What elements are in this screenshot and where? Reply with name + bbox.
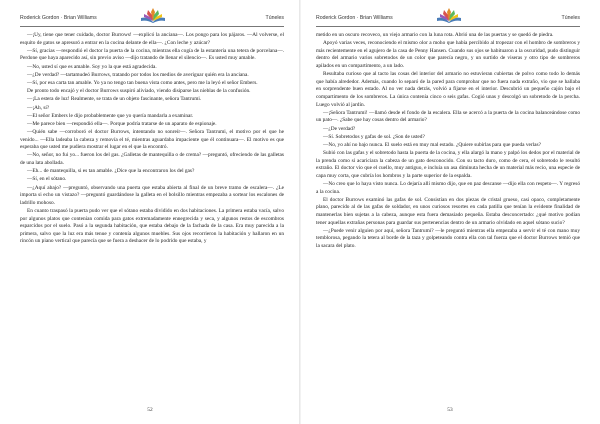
- paragraph: En cuanto traspasó la puerta pudo ver que el sótano estaba dividido en dos habitaciones. La primera estaba vacía, salvo por algunos platos que contenían comida para gatos extremadamente ennegrecida y seca, y algunos restos de escombros esparcidos por el suelo. Pasó a la segunda habitación, que estaba debajo de la fachada de la casa. Era muy parecida a la primera, salvo que la luz era más tenue y contenía algunos muebles. Sus ojos recorrieron la habitación y hallaron en un rincón un piano vertical que parecía que se fuera a deshacer de lo podrido que estaba, y: [20, 207, 284, 245]
- paragraph: —No, yo ahí no bajo nunca. El suelo está en muy mal estado. ¿Quiere subírlas para que pueda verlas?: [323, 141, 541, 148]
- paragraph: —Eh... de mantequilla, si es tan amable. ¿Dice que la encontraron los del gas?: [27, 168, 195, 175]
- right-running-header: [316, 12, 580, 27]
- right-page: [300, 0, 600, 424]
- paragraph: —¿Puede venir alguien por aquí, señora Tantrumi? —le preguntó mientras ella empezaba a servir el té con mano muy temblorosa, pegando la tetera al borde de la taza y golpeteando contra ella con tal fuerza que el doctor Burrows temió que la sacara del plato.: [316, 227, 580, 249]
- header-authors: Roderick Gordon · Brian Williams: [316, 15, 393, 21]
- paragraph: —¡Señora Tantrumi! —llamó desde el fondo de la escalera. Ella se acercó a la puerta de la cocina balanceándose como un pato—. ¿Sabe que hay cosas dentro del armario?: [316, 109, 580, 124]
- paragraph: —Quién sabe —corroboró el doctor Burrows, intentando no sonreír—. Señora Tantrumi, el motivo por el que he venido... —Ella ladeaba la cabeza y removía el té, mientras aguardaba impaciente que él continuara—. El motivo es que esperaba que usted me pudiera mostrar el lugar en el que la encontró.: [20, 129, 284, 151]
- paragraph: —¡Ah, sí?: [27, 104, 50, 111]
- right-page-body: [316, 32, 580, 404]
- left-running-header: [20, 12, 284, 27]
- left-page-number: 52: [147, 407, 153, 413]
- paragraph: Subió con las gafas y el sobretodo hasta la puerta de la cocina, y ella alargó la mano y palpó los dedos por el material de la prenda como si acariciara la cabeza de un gato desconocido. Con su tacto duro, como de cera, el sobretodo le resultó extraño. El doctor vio que el cuello, muy antiguo, e incluía un asa diminuta hecha de un material más recio, una especie de capa muy corta, que cubría los hombros y la parte superior de la espalda.: [316, 150, 580, 179]
- paragraph: —Sí, gracias —respondió el doctor la puerta de la cocina, mientras ella cogía de la estantería una tetera de porcelana—. Perdone que haya aparecido así, sin previo aviso —dijo tratando de llenar el silencio—. Es usted muy amable.: [20, 47, 284, 62]
- paragraph: Apoyó varias veces, reconociendo el mismo olor a moho que había percibido al tropezar con el hombro de sombreros y más recientemente en el agujero de la casa de Penny Hansen. Cuando sus ojos se habituaron a la oscuridad, pudo distinguir dentro del armario varios sobretodos de un color que parecía negro, y un surtido de viseras y otro tipo de sombreros apilados en un compartimento, a un lado.: [316, 40, 580, 69]
- right-page-number: 53: [447, 407, 453, 413]
- paragraph: metido en un oscuro recoveco, un viejo armario con la luna rota. Abrió una de las puertas y se quedó de piedra.: [316, 32, 554, 38]
- header-title: Túneles: [265, 15, 284, 21]
- header-authors: Roderick Gordon · Brian Williams: [20, 15, 97, 21]
- book-logo-icon: [434, 6, 464, 24]
- book-logo-icon: [138, 6, 168, 24]
- paragraph: —Sí, por esa carta tan amable. Yo ya no tengo tan buena vista como antes, pero me la leyó el señor Embers.: [27, 79, 258, 86]
- left-page-body: [20, 32, 284, 404]
- paragraph: Resultaba curioso que al tacto las cosas del interior del armario no estuvieran cubiertas de polvo como todo lo demás que había alrededor. Además, cuando lo separó de la pared para comprobar que no fuera nada extraño, vio que se hallaba en sorprendente buen estado. Al no ver nada detrás, volvió a fijarse en el interior. Descubrió un pequeño cajón bajo el compartimento de los sombreros. La única contenía cinco o seis gafas. Cogió unas y descolgó un sobretodo de la percha. Luego volvió al jardín.: [316, 71, 580, 108]
- paragraph: —Me parece bien —respondió ella—. Porque podría tratarse de un aparato de espionaje.: [27, 120, 217, 127]
- paragraph: —Sí. Sobretodos y gafas de sol. ¿Son de usted?: [323, 133, 425, 140]
- paragraph: —¡La estera de luz! Realmente, se trata de un objeto fascinante, señora Tantrumi.: [27, 96, 202, 103]
- paragraph: —Sí, en el sótano.: [27, 176, 67, 183]
- paragraph: —¿Aquí abajo? —preguntó, observando una puerta que estaba abierta al final de un breve tramo de escalera—. ¿Le importa si echo un vistazo? —preguntó guardándose la galleta en el bolsillo mientras empezaba a sortear los escalones de ladrillo mohoso.: [20, 184, 284, 206]
- paragraph: —El señor Embers le dijo probablemente que yo quería mandarla a examinar.: [27, 112, 194, 119]
- paragraph: —No, señor, no fui yo... fueron los del gas. ¿Galletas de mantequilla o de crema? —preguntó, ofreciendo de las galletas de una lata abollada.: [20, 152, 284, 167]
- paragraph: —¿De verdad? —tartamudeó Burrows, tratando por todos los medios de averiguar quién era la anciana.: [27, 71, 249, 78]
- paragraph: —No, usted sí que es amable. Soy yo la que está agradecida.: [27, 63, 157, 70]
- header-title: Túneles: [561, 15, 580, 21]
- paragraph: De pronto todo encajó y el doctor Burrows suspiró aliviado, viendo disiparse las nieblas de la confusión.: [27, 88, 251, 95]
- paragraph: —No creo que lo haya visto nunca. Lo dejaría allí mismo dijo, que en paz descanse —dijo ella con respeto—. Y regresó a la cocina.: [316, 181, 580, 195]
- paragraph: —¡Uy, tiene que tener cuidado, doctor Burrows! —explicó la anciana—. Los pongo para los pájaros. —Al volverse, el esquito de gatos se apresuró a entrar en la cocina delante de ella—. ¿Con leche y azúcar?: [20, 32, 284, 46]
- paragraph: El doctor Burrows examinó las gafas de sol. Consistían en dos piezas de cristal grueso, casi opaco, completamente plano, parecido al de las gafas de soldador, en unos curiosos resortes en cada patilla que tenían la evidente finalidad de mantenerlas bien sujetas a la cabeza, aunque esta fuera demasiado pequeña. Estaba desconcertado: ¿qué motivo podían tener aquellas extrañas personas para guardar sus pertenencias dentro de un armario olvidado en aquel sótano sucio?: [316, 196, 580, 226]
- paragraph: —¿De verdad?: [323, 125, 356, 132]
